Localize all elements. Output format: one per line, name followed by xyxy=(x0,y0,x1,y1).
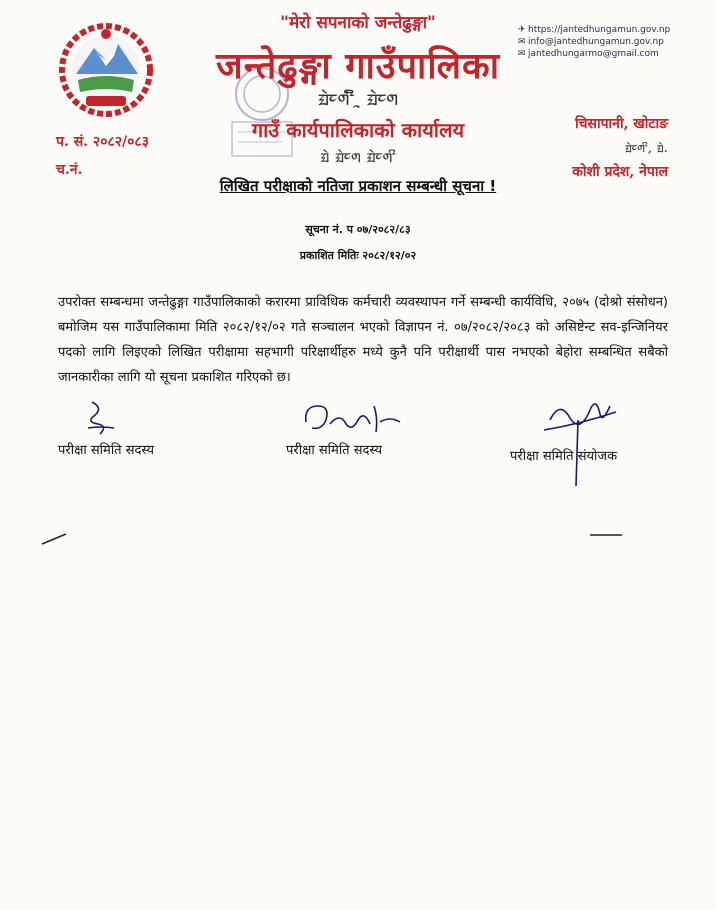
notice-title-text: लिखित परीक्षाको नतिजा प्रकाशन सम्बन्धी सूचना ! xyxy=(219,177,497,195)
email-row xyxy=(518,36,708,48)
signature-2-icon xyxy=(300,398,410,438)
stray-mark-right xyxy=(588,532,624,538)
notice-number: सूचना नं. प ०७/२०८२/८३ xyxy=(305,223,411,236)
stray-mark-left xyxy=(40,532,70,546)
address-line1: चिसापानी, खोटाङ xyxy=(574,116,668,132)
municipality-name-script: ᤀᤧᤰᤛᤡᤠᤳ ᤀᤧᤰᤛ xyxy=(317,86,399,111)
address-line2: ᤀᤧᤰᤛᤡ, ᤀᤧ. xyxy=(624,140,668,156)
notice-body: उपरोक्त सम्बन्धमा जन्तेढुङ्गा गाउँपालिकाको करारमा प्राविधिक कर्मचारी व्यवस्थापन गर्ने सम्बन्धी कार्यविधि, २०७५ (दोश्रो संसोधन) बमोजिम यस गाउँपालिकामा मिति २०८२/१२/०२ गते सञ्चालन भएको विज्ञापन नं. ०७/२०८२/२०८३ को असिष्टेन्ट सव-इन्जिनियर पदको लागि लिइएको लिखित परीक्षामा सहभागी परिक्षार्थीहरु मध्ये कुनै पनि परीक्षार्थी पास नभएको बेहोरा सम्बन्धित सबैको जानकारीका लागि यो सूचना प्रकाशित गरिएको छ। xyxy=(58,295,668,385)
published-date: प्रकाशित मितिः २०८२/१२/०२ xyxy=(299,249,417,262)
slogan: "मेरो सपनाको जन्तेढुङ्गा" xyxy=(280,13,436,33)
patra-sankhya: प. सं. २०८२/०८३ xyxy=(56,134,149,150)
email2-row xyxy=(518,48,708,60)
signature-label-1: परीक्षा समिति सदस्य xyxy=(58,443,155,458)
website-row xyxy=(518,24,708,36)
address-line3: कोशी प्रदेश, नेपाल xyxy=(572,164,668,180)
signature-1-icon xyxy=(80,398,120,438)
address-block xyxy=(572,112,668,184)
chalani-number: च.नं. xyxy=(56,162,83,178)
email2-link[interactable]: jantedhungarmo@gmail.com xyxy=(528,49,659,59)
signature-label-3: परीक्षा समिति संयोजक xyxy=(510,449,618,464)
office-title: गाउँ कार्यपालिकाको कार्यालय xyxy=(251,118,465,142)
email-link[interactable]: info@jantedhungamun.gov.np xyxy=(528,37,664,47)
website-link[interactable]: https://jantedhungamun.gov.np xyxy=(528,25,671,35)
web-icon: ✈ xyxy=(518,25,526,35)
signature-3-icon xyxy=(540,390,620,490)
mail-icon: ✉ xyxy=(518,37,526,47)
municipality-name: जन्तेढुङ्गा गाउँपालिका xyxy=(215,45,501,87)
mail-icon: ✉ xyxy=(518,49,526,59)
contact-block xyxy=(518,24,708,60)
office-title-script: ᤀᤧ ᤀᤧᤰᤛ ᤀᤧᤰᤛᤡ xyxy=(320,146,396,167)
notice-title xyxy=(0,176,716,196)
signature-label-2: परीक्षा समिति सदस्य xyxy=(286,443,383,458)
